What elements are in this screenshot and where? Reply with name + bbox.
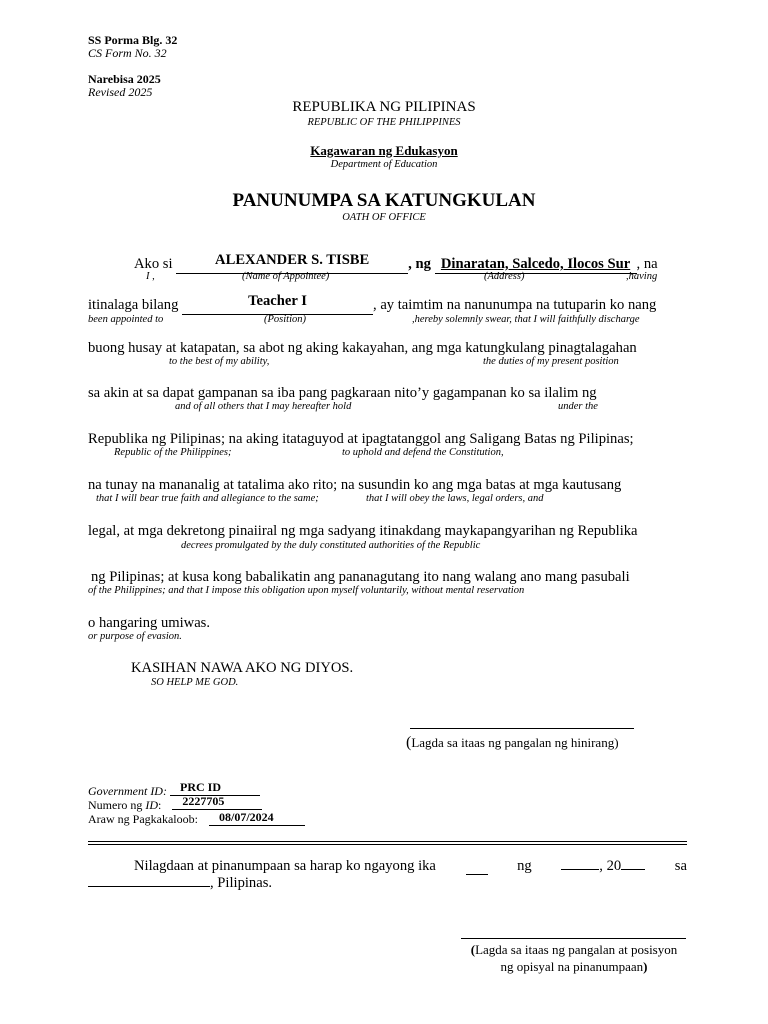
oath-line-2-t-position: (Position) (264, 314, 306, 325)
oath-line-1-t-having: ,having (626, 271, 658, 282)
officer-caption-line-2: ng opisyal na pinanumpaan (500, 959, 644, 974)
oath-line-5-t2: to uphold and defend the Constitution, (342, 447, 504, 458)
so-help-me-god-en: SO HELP ME GOD. (151, 677, 239, 688)
oath-line-3-t2: the duties of my present position (483, 356, 619, 367)
department-name: Kagawaran ng Edukasyon (310, 143, 458, 158)
oath-line-6-t2: that I will obey the laws, legal orders, and (366, 493, 544, 504)
oath-line-4-t1: and of all others that I may hereafter hold (175, 401, 352, 412)
officer-signature-line[interactable] (461, 938, 686, 939)
oath-line-1-t-address: (Address) (484, 271, 525, 282)
attestation-ng: ng (517, 858, 532, 874)
appointee-position: Teacher I (248, 293, 307, 309)
appointee-caption-open: ( (406, 734, 412, 751)
position-field[interactable] (182, 293, 373, 315)
oath-taimtim: , ay taimtim na nanunumpa na tutuparin ko nang (373, 297, 657, 313)
republic-heading: REPUBLIKA NG PILIPINAS (292, 99, 476, 115)
attestation-line-2 (88, 875, 272, 892)
oath-line-1 (134, 252, 658, 274)
attestation-sa: sa (674, 858, 687, 874)
oath-line-9: o hangaring umiwas. (88, 615, 210, 631)
oath-line-4-t2: under the (558, 401, 598, 412)
gov-id-label: Government ID: (88, 784, 167, 798)
oath-ng: , ng (408, 256, 431, 272)
oath-line-8-t1: of the Philippines; and that I impose this obligation upon myself voluntarily, without mental reservation (88, 585, 525, 596)
attestation-day-field[interactable] (466, 858, 488, 875)
oath-na: , na (636, 256, 658, 272)
attestation-year-field[interactable] (621, 869, 645, 870)
issue-date-value: 08/07/2024 (218, 810, 274, 824)
id-number-label-suffix: : (158, 798, 162, 812)
oath-line-2 (88, 293, 657, 315)
oath-line-2-t-appointed: been appointed to (88, 314, 164, 325)
oath-line-1-t-name: (Name of Appointee) (242, 271, 330, 282)
appointee-signature-line[interactable] (410, 728, 634, 729)
oath-ako-si: Ako si (134, 256, 173, 272)
form-number: SS Porma Blg. 32 (88, 33, 178, 47)
department-name-en: Department of Education (330, 159, 438, 170)
officer-caption-open: ( (470, 942, 476, 957)
issue-date-field[interactable] (209, 810, 305, 826)
oath-line-5: Republika ng Pilipinas; na aking itataguyod at ipagtatanggol ang Saligang Batas ng Pilipinas; (88, 431, 634, 447)
page-title: PANUNUMPA SA KATUNGKULAN (232, 190, 536, 211)
appointee-signature-caption (406, 734, 619, 752)
oath-line-5-t1: Republic of the Philippines; (114, 447, 232, 458)
republic-heading-en: REPUBLIC OF THE PHILIPPINES (307, 117, 461, 128)
oath-itinalaga: itinalaga bilang (88, 297, 179, 313)
revision-en: Revised 2025 (88, 85, 153, 99)
attestation-text: Nilagdaan at pinanumpaan sa harap ko ngayong ika (134, 858, 436, 874)
form-number-en: CS Form No. 32 (88, 46, 167, 60)
so-help-me-god: KASIHAN NAWA AKO NG DIYOS. (131, 660, 354, 676)
id-number-label-id: ID (145, 798, 158, 812)
appointee-name: ALEXANDER S. TISBE (215, 252, 370, 268)
oath-line-6-t1: that I will bear true faith and allegiance to the same; (96, 493, 319, 504)
oath-line-3-t1: to the best of my ability, (169, 356, 270, 367)
issue-date-row (88, 812, 305, 828)
id-number-value: 2227705 (182, 794, 225, 808)
officer-signature-caption (444, 941, 704, 975)
oath-line-7-t1: decrees promulgated by the duly constituted authorities of the Republic (181, 540, 481, 551)
oath-line-8: ng Pilipinas; at kusa kong babalikatin ang pananagutang ito nang walang ano mang pasubali (91, 569, 630, 585)
officer-caption-close: ) (643, 959, 648, 974)
oath-line-1-t-i: I , (146, 271, 155, 282)
page-title-en: OATH OF OFFICE (342, 212, 426, 223)
appointee-caption-text: Lagda sa itaas ng pangalan ng hinirang) (411, 735, 619, 750)
appointee-address-field[interactable] (435, 256, 637, 274)
id-number-label-prefix: Numero ng (88, 798, 143, 812)
revision: Narebisa 2025 (88, 72, 161, 86)
oath-line-6: na tunay na mananalig at tatalima ako rito; na susundin ko ang mga batas at mga kautusang (88, 477, 622, 493)
oath-line-4: sa akin at sa dapat gampanan sa iba pang pagkaraan nito’y gagampanan ko sa ilalim ng (88, 385, 597, 401)
oath-line-3: buong husay at katapatan, sa abot ng aking kakayahan, ang mga katungkulang pinagtalagahan (88, 340, 637, 356)
attestation-month-field[interactable] (561, 869, 599, 870)
officer-caption-line-1: Lagda sa itaas ng pangalan at posisyon (475, 942, 678, 957)
divider-line-top (88, 841, 687, 842)
attestation-line-1 (134, 858, 687, 875)
attestation-place-field[interactable] (88, 886, 210, 887)
issue-date-label: Araw ng Pagkakaloob: (88, 812, 198, 826)
attestation-pilipinas: , Pilipinas. (210, 875, 273, 891)
gov-id-value: PRC ID (179, 780, 221, 794)
attestation-comma-20: , 20 (599, 858, 622, 874)
divider-line-bottom (88, 844, 687, 845)
oath-line-7: legal, at mga dekretong pinaiiral ng mga sadyang itinakdang maykapangyarihan ng Republika (88, 523, 638, 539)
id-number-field[interactable] (172, 794, 262, 810)
oath-line-2-t-swear: ,hereby solemnly swear, that I will faithfully discharge (412, 314, 640, 325)
appointee-address: Dinaratan, Salcedo, Ilocos Sur (440, 256, 631, 272)
oath-line-9-t1: or purpose of evasion. (88, 631, 182, 642)
